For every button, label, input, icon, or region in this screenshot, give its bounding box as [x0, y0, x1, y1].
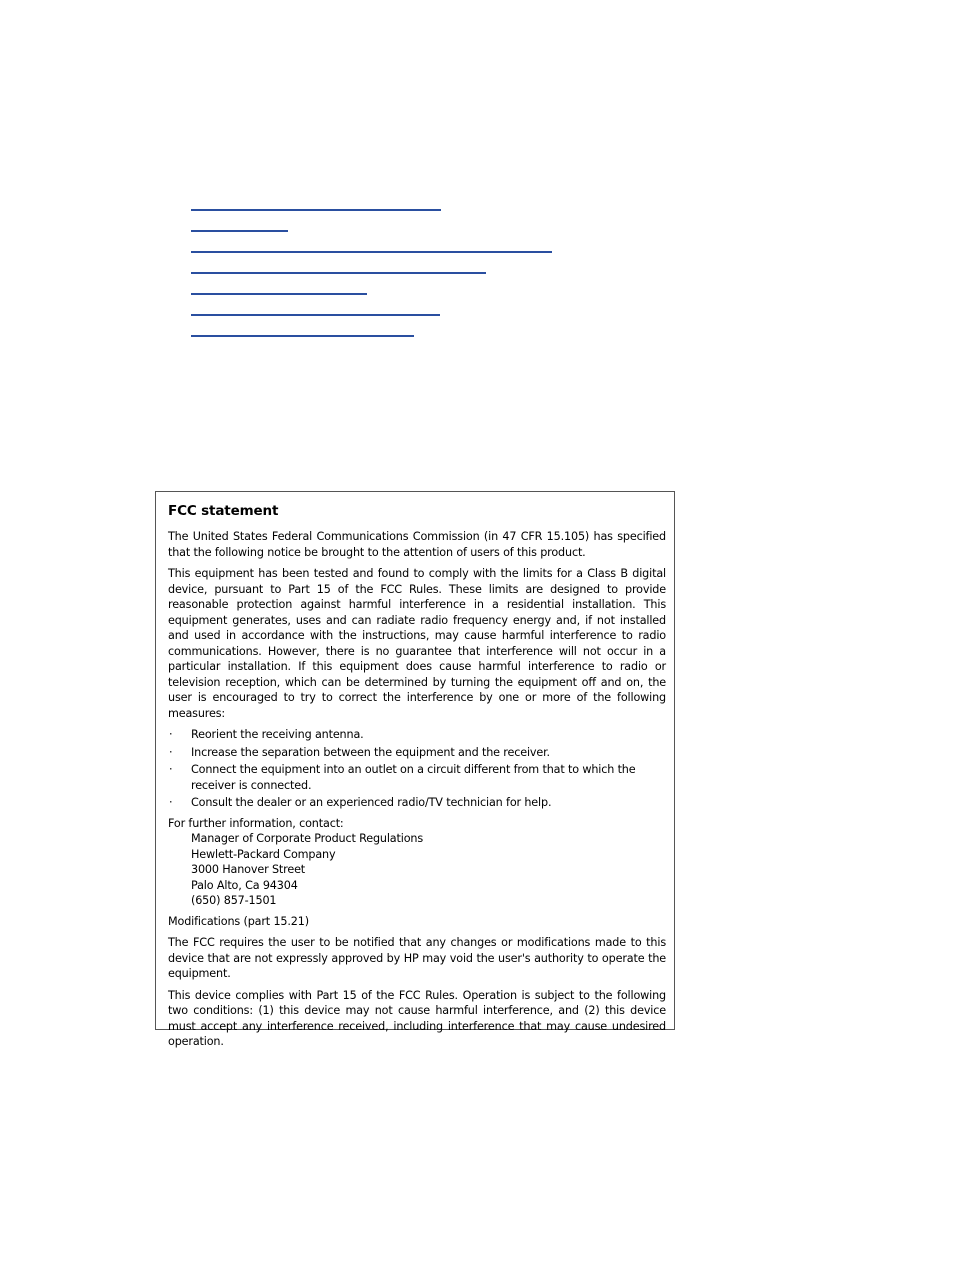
bullet-marker: ·	[169, 745, 173, 759]
fcc-statement-title: FCC statement	[168, 503, 279, 519]
bullet-marker: ·	[169, 763, 173, 776]
bullet-marker: ·	[169, 728, 173, 741]
contact-line: 3000 Hanover Street	[191, 863, 306, 876]
contact-line: Palo Alto, Ca 94304	[191, 878, 298, 892]
contact-line: Hewlett-Packard Company	[191, 847, 336, 861]
fcc-body-paragraph: This equipment has been tested and found to comply with the limits for a Class B digital device, pursuant to Part 15 of the FCC Rules. These limits are designed to provide reasonable protection against harmful interference in a residential installation. This equipment generates, uses and can radiate radio frequency energy and, if not installed and used in accordance with the instructions, may cause harmful interference to radio communications. However, there is no guarantee that interference will not occur in a particular installation. If this equipment does cause harmful interference to radio or television reception, which can be determined by turning the equipment off and on, the user is encouraged to try to correct the interference by one or more of the following measures:	[168, 567, 666, 720]
measure-text: Reorient the receiving antenna.	[191, 728, 364, 741]
measure-text: Connect the equipment into an outlet on a circuit different from that to which the receiver is connected.	[191, 763, 636, 792]
toc-link[interactable]	[191, 272, 486, 274]
list-item	[168, 795, 666, 811]
fcc-intro-paragraph: The United States Federal Communications Commission (in 47 CFR 15.105) has specified that the following notice be brought to the attention of users of this product.	[168, 530, 666, 559]
contact-address-block	[168, 831, 666, 909]
contact-line: Manager of Corporate Product Regulations	[191, 832, 424, 845]
interference-measures-list	[168, 727, 666, 811]
toc-link[interactable]	[191, 251, 552, 253]
list-item	[168, 727, 666, 743]
modifications-heading: Modifications (part 15.21)	[168, 914, 309, 928]
modifications-paragraph: The FCC requires the user to be notified that any changes or modifications made to this device that are not expressly approved by HP may void the user's authority to operate the equipment.	[168, 936, 666, 980]
list-item	[168, 745, 666, 761]
bullet-marker: ·	[169, 796, 173, 809]
compliance-paragraph: This device complies with Part 15 of the FCC Rules. Operation is subject to the following two conditions: (1) this device may not cause harmful interference, and (2) this device must accept any interference received, including interference that may cause undesired operation.	[168, 988, 666, 1048]
measure-text: Consult the dealer or an experienced radio/TV technician for help.	[191, 796, 552, 809]
toc-link[interactable]	[191, 335, 414, 337]
toc-link[interactable]	[191, 314, 440, 316]
toc-link[interactable]	[191, 230, 288, 232]
toc-link[interactable]	[191, 209, 441, 211]
contact-intro: For further information, contact:	[168, 816, 344, 830]
toc-link-list	[191, 200, 552, 337]
fcc-statement-box	[155, 491, 675, 1048]
contact-line: (650) 857-1501	[191, 894, 277, 907]
list-item	[168, 762, 666, 793]
toc-link[interactable]	[191, 293, 367, 295]
measure-text: Increase the separation between the equipment and the receiver.	[191, 745, 550, 759]
